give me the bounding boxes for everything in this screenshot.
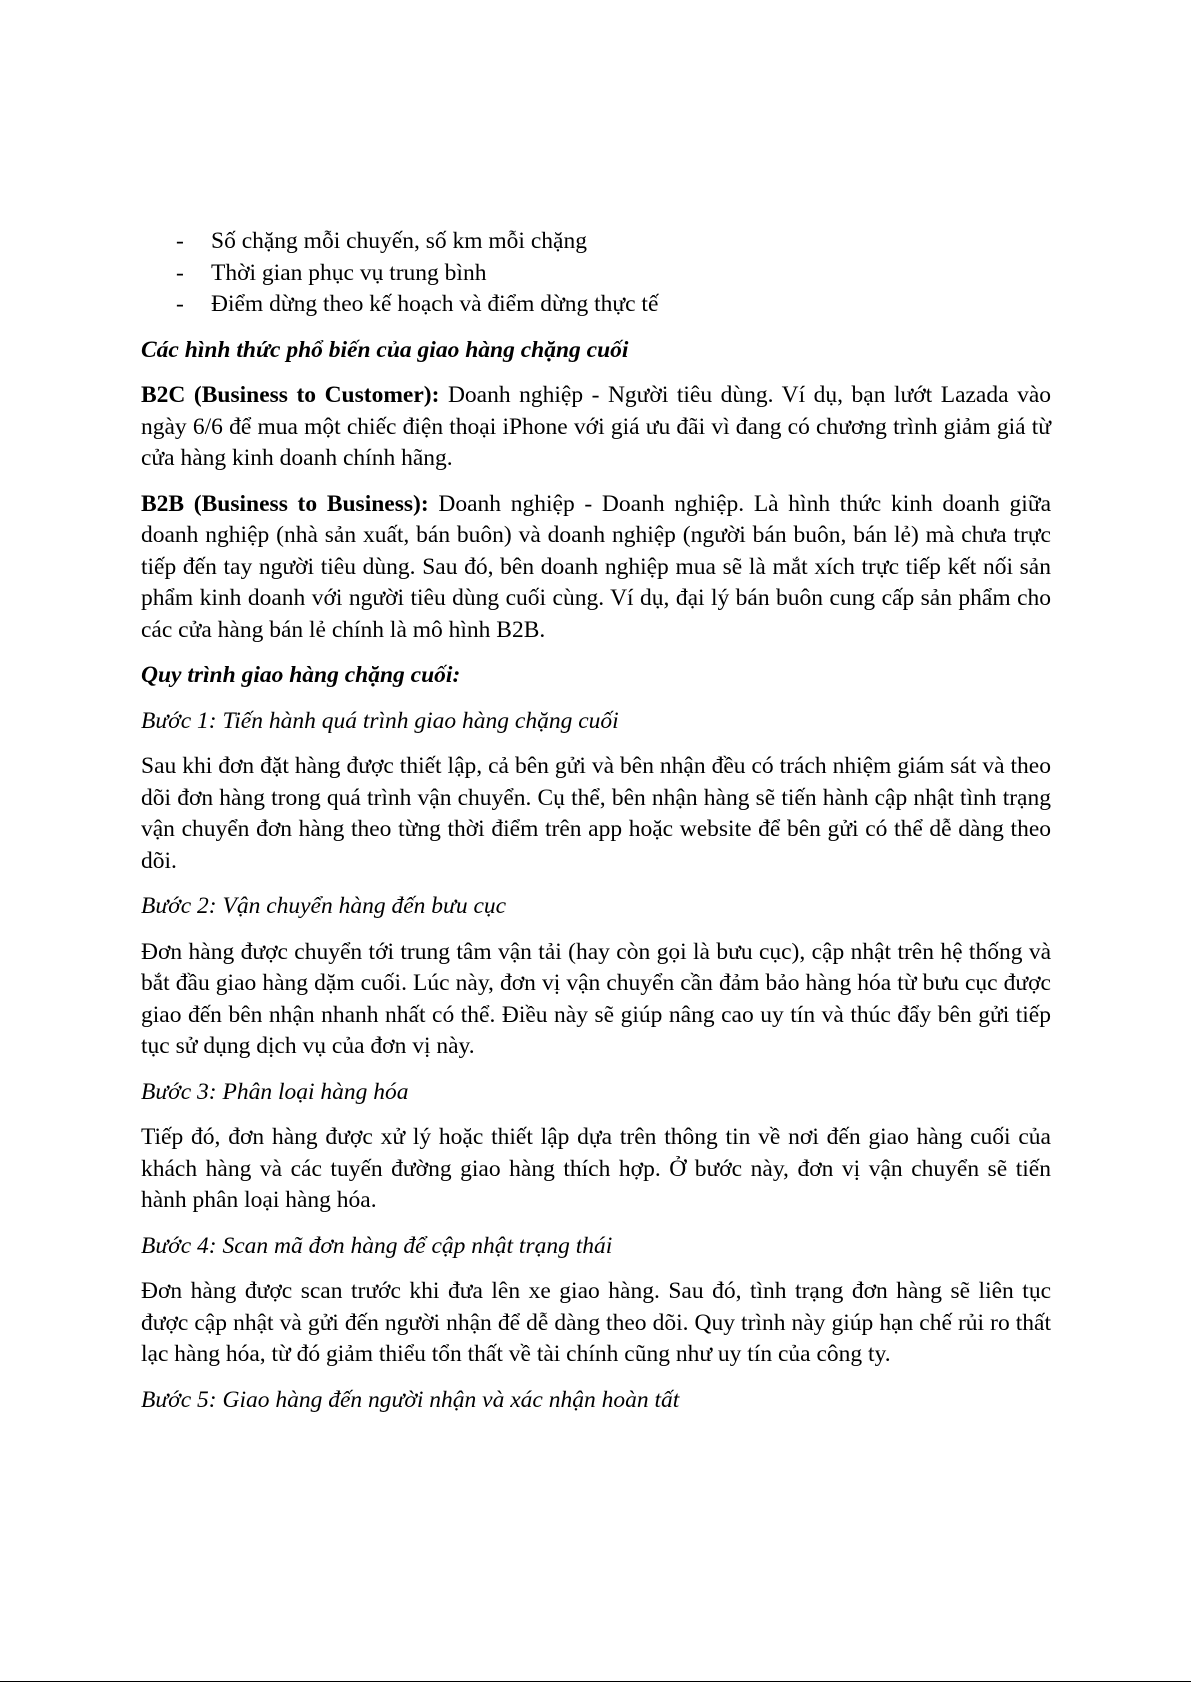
bullet-dash: -	[176, 259, 184, 286]
bullet-dash: -	[176, 291, 184, 317]
b2b-paragraph	[141, 489, 1051, 647]
step-5-title: Bước 5: Giao hàng đến người nhận và xác nhận hoàn tất	[141, 1386, 680, 1413]
b2b-text: Doanh nghiệp - Doanh nghiệp. Là hình thức kinh doanh giữa doanh nghiệp (nhà sản xuất, bán buôn) và doanh nghiệp (người bán buôn, bán lẻ) mà chưa trực tiếp đến tay người tiêu dùng. Sau đó, bên doanh nghiệp mua sẽ là mắt xích trực tiếp kết nối sản phẩm kinh doanh với người tiêu dùng cuối cùng. Ví dụ, đại lý bán buôn cung cấp sản phẩm cho các cửa hàng bán lẻ chính là mô hình B2B.	[141, 490, 1051, 643]
step-4-title: Bước 4: Scan mã đơn hàng để cập nhật trạng thái	[141, 1232, 613, 1259]
list-item-text: Thời gian phục vụ trung bình	[211, 259, 487, 286]
b2c-paragraph	[141, 380, 1051, 475]
b2c-text: Doanh nghiệp - Người tiêu dùng. Ví dụ, bạn lướt Lazada vào ngày 6/6 để mua một chiếc điện thoại iPhone với giá ưu đãi vì đang có chương trình giảm giá từ cửa hàng kinh doanh chính hãng.	[141, 382, 1051, 471]
list-item	[141, 226, 1051, 258]
list-item	[141, 289, 1051, 321]
b2c-label: B2C (Business to Customer):	[141, 382, 440, 408]
page-bottom-rule	[0, 1681, 1191, 1682]
list-item	[141, 258, 1051, 290]
step-1-text: Sau khi đơn đặt hàng được thiết lập, cả bên gửi và bên nhận đều có trách nhiệm giám sát và theo dõi đơn hàng trong quá trình vận chuyển. Cụ thể, bên nhận hàng sẽ tiến hành cập nhật tình trạng vận chuyển đơn hàng theo từng thời điểm trên app hoặc website để bên gửi có thể dễ dàng theo dõi.	[141, 753, 1051, 874]
section-heading-process: Quy trình giao hàng chặng cuối:	[141, 662, 461, 688]
step-2-title: Bước 2: Vận chuyển hàng đến bưu cục	[141, 893, 507, 919]
list-item-text: Điểm dừng theo kế hoạch và điểm dừng thực tế	[211, 291, 659, 317]
criteria-list	[141, 226, 1051, 321]
step-4-text: Đơn hàng được scan trước khi đưa lên xe giao hàng. Sau đó, tình trạng đơn hàng sẽ liên tục được cập nhật và gửi đến người nhận để dễ dàng theo dõi. Quy trình này giúp hạn chế rủi ro thất lạc hàng hóa, từ đó giảm thiểu tổn thất về tài chính cũng như uy tín của công ty.	[141, 1278, 1051, 1367]
step-3-title: Bước 3: Phân loại hàng hóa	[141, 1078, 409, 1105]
b2b-label: B2B (Business to Business):	[141, 490, 429, 517]
section-heading-forms: Các hình thức phổ biến của giao hàng chặng cuối	[141, 336, 629, 363]
step-2-text: Đơn hàng được chuyển tới trung tâm vận tải (hay còn gọi là bưu cục), cập nhật trên hệ thống và bắt đầu giao hàng dặm cuối. Lúc này, đơn vị vận chuyển cần đảm bảo hàng hóa từ bưu cục được giao đến bên nhận nhanh nhất có thể. Điều này sẽ giúp nâng cao uy tín và thúc đẩy bên gửi tiếp tục sử dụng dịch vụ của đơn vị này.	[141, 938, 1051, 1059]
list-item-text: Số chặng mỗi chuyến, số km mỗi chặng	[211, 228, 587, 254]
bullet-dash: -	[176, 228, 184, 254]
step-3-text: Tiếp đó, đơn hàng được xử lý hoặc thiết lập dựa trên thông tin về nơi đến giao hàng cuối của khách hàng và các tuyến đường giao hàng thích hợp. Ở bước này, đơn vị vận chuyển sẽ tiến hành phân loại hàng hóa.	[141, 1124, 1051, 1213]
step-1-title: Bước 1: Tiến hành quá trình giao hàng chặng cuối	[141, 707, 619, 734]
document-page	[141, 226, 1051, 1416]
